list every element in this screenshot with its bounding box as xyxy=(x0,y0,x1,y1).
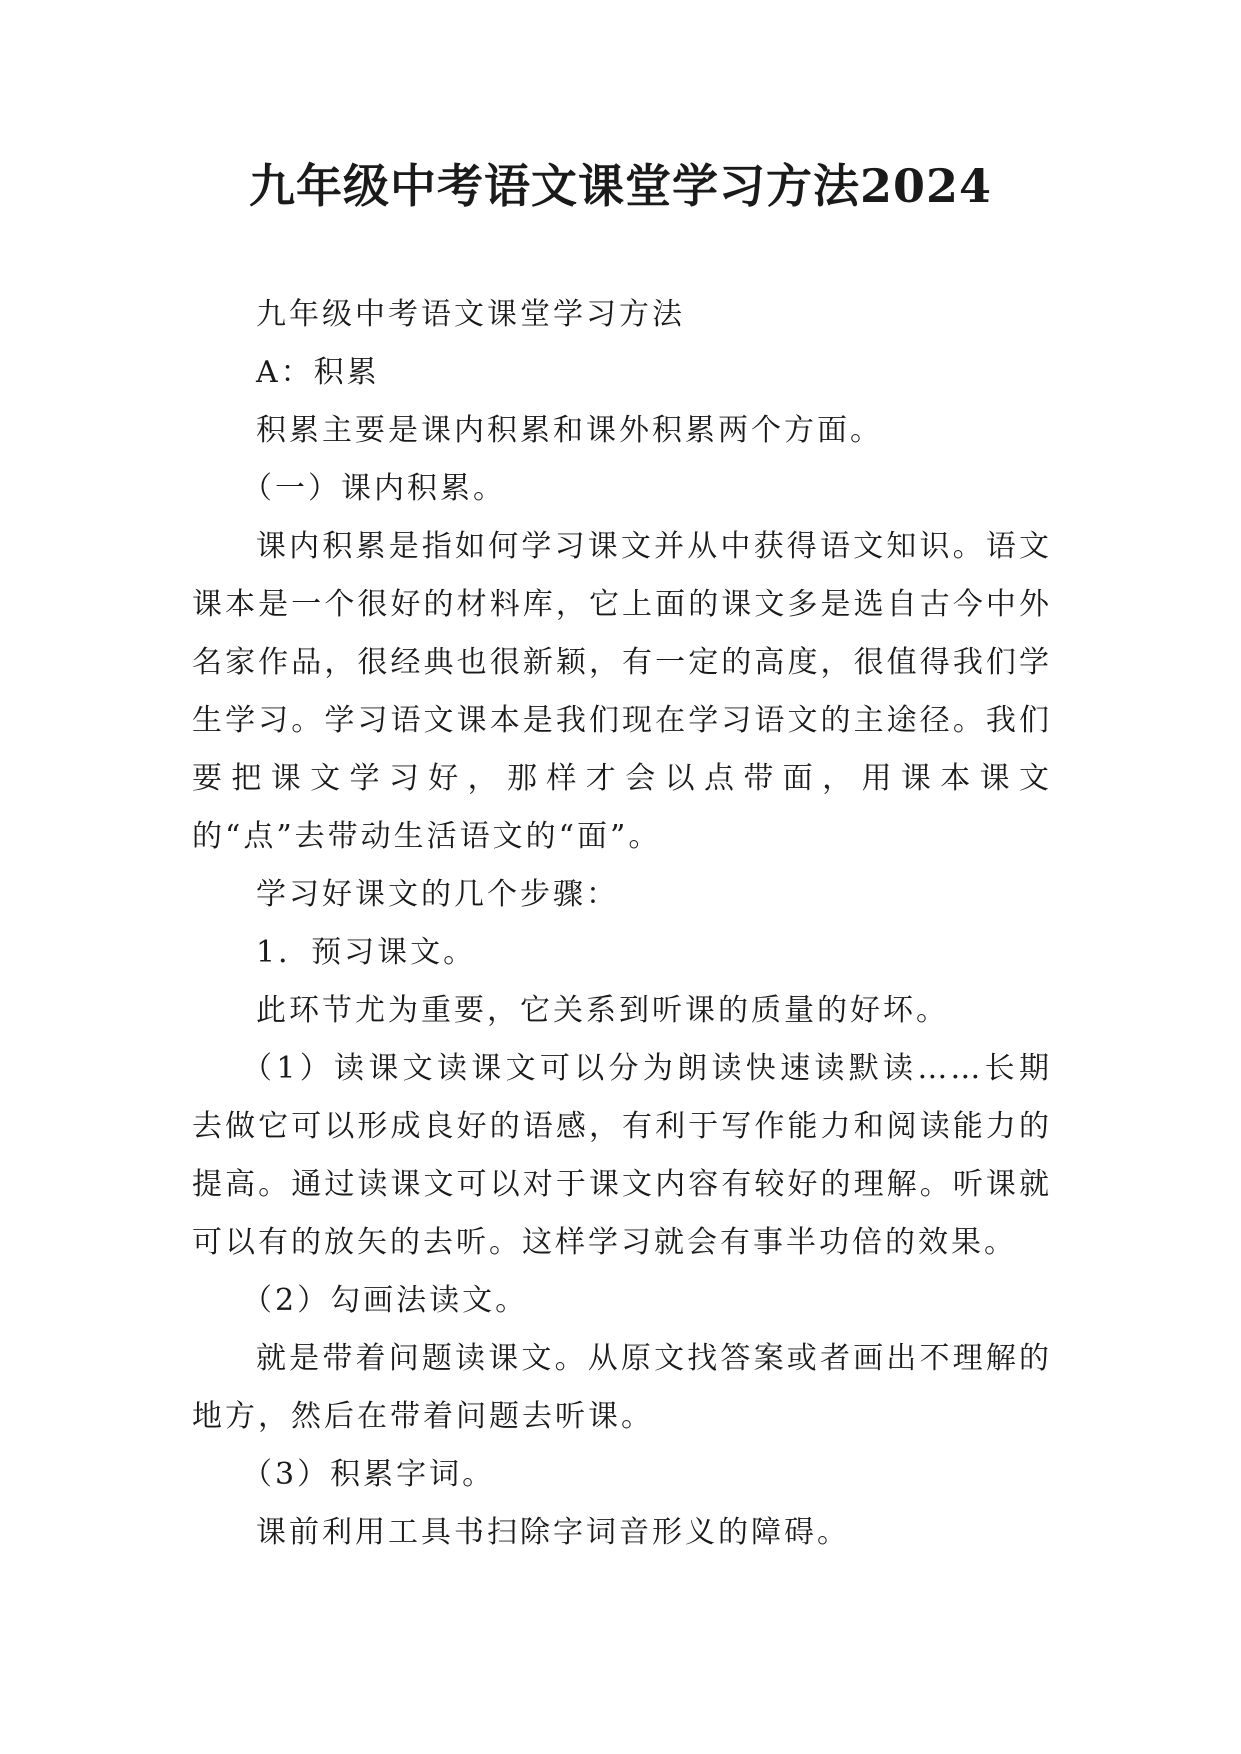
document-body xyxy=(192,286,1052,1562)
document-title: 九年级中考语文课堂学习方法2024 xyxy=(248,159,993,213)
paragraph-step-1: 1．预习课文。 xyxy=(256,935,477,970)
paragraph-steps-heading: 学习好课文的几个步骤： xyxy=(256,877,619,912)
paragraph-item-2-body: 就是带着问题读课文。从原文找答案或者画出不理解的地方，然后在带着问题去听课。 xyxy=(192,1341,1052,1434)
paragraph-subtitle: 九年级中考语文课堂学习方法 xyxy=(256,297,685,332)
paragraph-item-3: （3）积累字词。 xyxy=(242,1457,496,1492)
paragraph-item-3-body: 课前利用工具书扫除字词音形义的障碍。 xyxy=(256,1515,850,1550)
paragraph-step-1-body: 此环节尤为重要，它关系到听课的质量的好坏。 xyxy=(256,993,949,1028)
paragraph-in-class-body: 课内积累是指如何学习课文并从中获得语文知识。语文课本是一个很好的材料库，它上面的课文多是选自古今中外名家作品，很经典也很新颖，有一定的高度，很值得我们学生学习。学习语文课本是我们现在学习语文的主途径。我们要把课文学习好，那样才会以点带面，用课本课文的“点”去带动生活语文的“面”。 xyxy=(192,529,1052,854)
paragraph-heading-in-class: （一）课内积累。 xyxy=(242,471,506,506)
paragraph-intro: 积累主要是课内积累和课外积累两个方面。 xyxy=(256,413,883,448)
paragraph-item-1: （1）读课文读课文可以分为朗读快速读默读……长期去做它可以形成良好的语感，有利于写作能力和阅读能力的提高。通过读课文可以对于课文内容有较好的理解。听课就可以有的放矢的去听。这样学习就会有事半功倍的效果。 xyxy=(192,1051,1052,1260)
paragraph-item-2: （2）勾画法读文。 xyxy=(242,1283,529,1318)
paragraph-section-a: A：积累 xyxy=(256,355,380,390)
